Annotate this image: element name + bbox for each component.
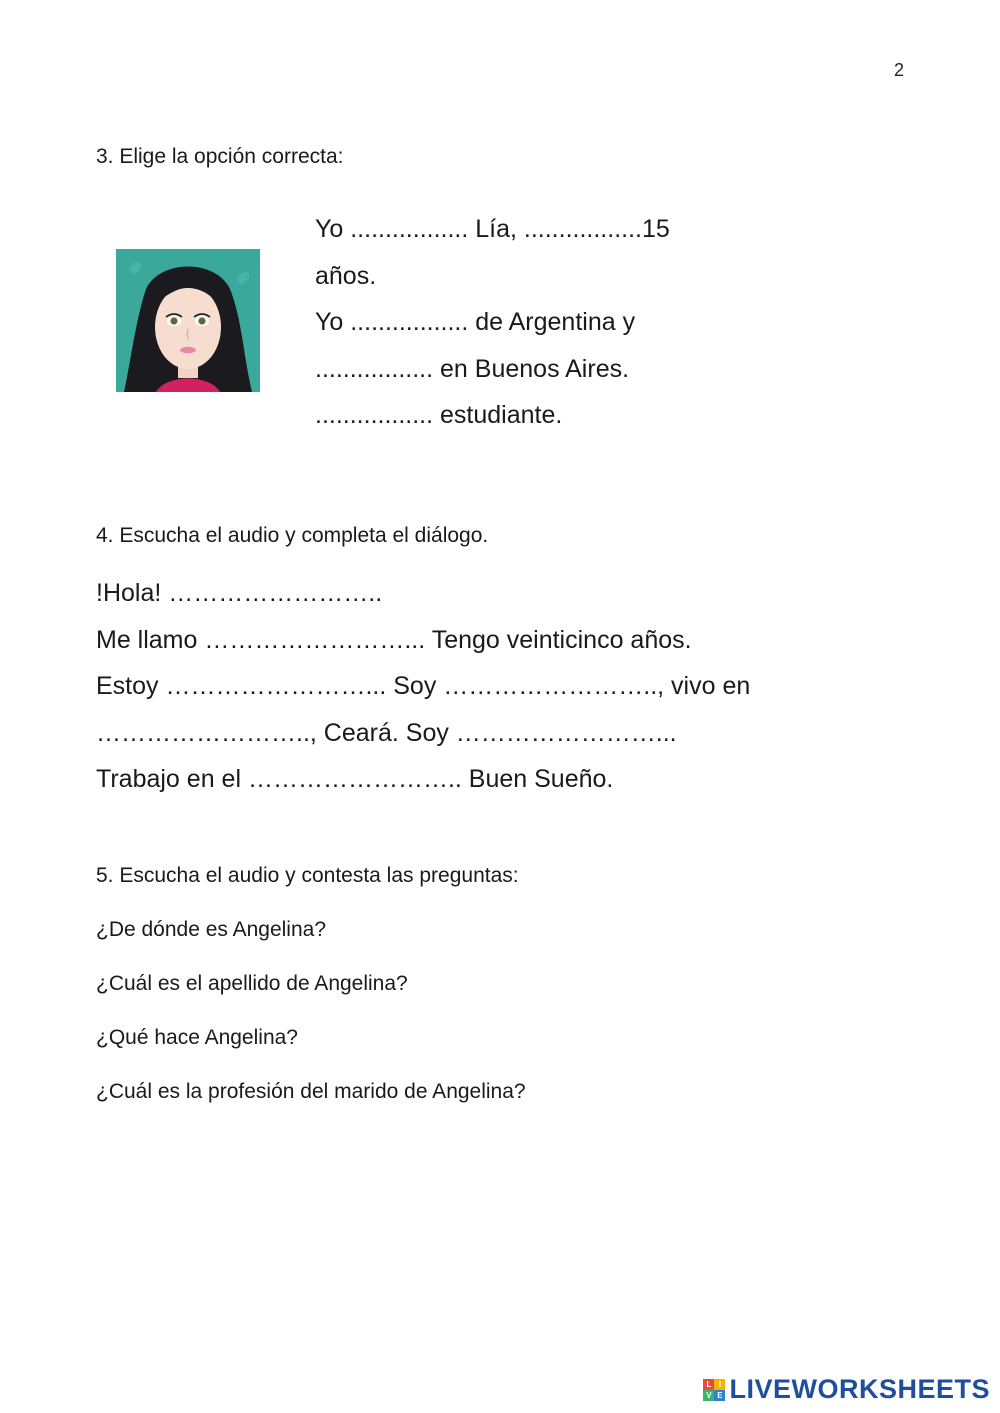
section-3-line: ................. estudiante.: [315, 401, 563, 429]
dialogue-line: …………………….., Ceará. Soy ……………………...: [96, 718, 677, 747]
dialogue-line: Estoy ……………………... Soy …………………….., vivo en: [96, 672, 751, 700]
question-item: ¿Cuál es el apellido de Angelina?: [96, 972, 408, 995]
dialogue-line: Trabajo en el …………………….. Buen Sueño.: [96, 765, 614, 793]
liveworksheets-brand-text: LIVEWORKSHEETS: [729, 1374, 990, 1404]
question-item: ¿Qué hace Angelina?: [96, 1026, 298, 1049]
question-item: ¿Cuál es la profesión del marido de Angelina?: [96, 1080, 526, 1103]
section-3-line: años.: [315, 261, 377, 290]
logo-letter: L: [703, 1379, 714, 1390]
liveworksheets-logo-icon: [703, 1379, 725, 1401]
section-4-dialogue: [96, 570, 750, 803]
section-3-text: [315, 206, 670, 439]
section-3-line: Yo ................. de Argentina y: [315, 308, 636, 336]
dialogue-line: !Hola! ……………………..: [96, 579, 383, 607]
section-5-heading: 5. Escucha el audio y contesta las preguntas:: [96, 864, 519, 887]
avatar-girl-illustration: [116, 249, 260, 392]
logo-letter: V: [703, 1390, 714, 1401]
logo-letter: I: [714, 1379, 725, 1390]
section-3-heading: 3. Elige la opción correcta:: [96, 145, 344, 168]
liveworksheets-watermark: [703, 1374, 990, 1405]
section-3-line: ................. en Buenos Aires.: [315, 354, 630, 383]
question-item: ¿De dónde es Angelina?: [96, 918, 327, 941]
section-4-heading: 4. Escucha el audio y completa el diálogo.: [96, 524, 489, 547]
page-number: 2: [893, 60, 904, 80]
dialogue-line: Me llamo ……………………... Tengo veinticinco años.: [96, 625, 692, 654]
section-3-line: Yo ................. Lía, .................15: [315, 215, 670, 243]
section-5-questions: [96, 912, 526, 1128]
logo-letter: E: [714, 1390, 725, 1401]
